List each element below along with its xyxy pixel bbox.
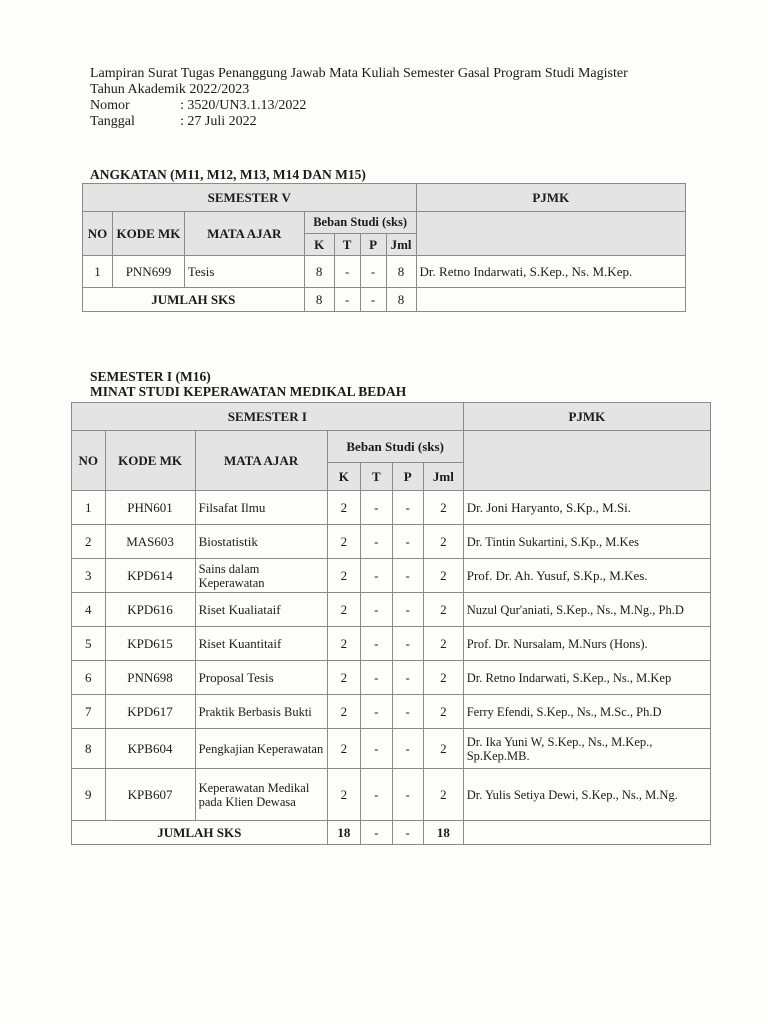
table-row	[72, 559, 711, 593]
row-t: -	[361, 695, 392, 729]
row-mata-ajar: Keperawatan Medikal pada Klien Dewasa	[195, 769, 327, 821]
row-pjmk: Dr. Tintin Sukartini, S.Kp., M.Kes	[463, 525, 710, 559]
semester-header: SEMESTER V	[83, 184, 417, 212]
table-row	[83, 256, 686, 288]
row-p: -	[392, 627, 423, 661]
pjmk-header: PJMK	[463, 403, 710, 431]
total-row	[83, 288, 686, 312]
row-jml: 2	[423, 525, 463, 559]
table-row	[72, 593, 711, 627]
row-kode: PNN698	[105, 661, 195, 695]
row-pjmk: Dr. Ika Yuni W, S.Kep., Ns., M.Kep., Sp.Kep.MB.	[463, 729, 710, 769]
row-k: 2	[327, 525, 361, 559]
header-tanggal-row	[90, 114, 628, 130]
row-mata-ajar: Filsafat Ilmu	[195, 491, 327, 525]
row-pjmk: Nuzul Qur'aniati, S.Kep., Ns., M.Ng., Ph.D	[463, 593, 710, 627]
col-kode-header: KODE MK	[105, 431, 195, 491]
section2-semester-title: SEMESTER I (M16)	[90, 369, 211, 384]
row-kode: KPD617	[105, 695, 195, 729]
row-no: 5	[72, 627, 106, 661]
row-kode: KPB604	[105, 729, 195, 769]
total-k: 18	[327, 821, 361, 845]
row-pjmk: Prof. Dr. Nursalam, M.Nurs (Hons).	[463, 627, 710, 661]
row-no: 2	[72, 525, 106, 559]
row-t: -	[361, 661, 392, 695]
table-row	[72, 769, 711, 821]
section1-title: ANGKATAN (M11, M12, M13, M14 DAN M15)	[90, 167, 366, 182]
row-no: 7	[72, 695, 106, 729]
col-jml-header: Jml	[386, 234, 416, 256]
row-jml: 2	[423, 769, 463, 821]
row-t: -	[361, 491, 392, 525]
tanggal-value: : 27 Juli 2022	[180, 114, 257, 129]
total-jml: 18	[423, 821, 463, 845]
row-t: -	[361, 769, 392, 821]
pjmk-blank-header	[416, 212, 685, 256]
section2-title	[90, 369, 406, 399]
total-t: -	[361, 821, 392, 845]
total-t: -	[334, 288, 360, 312]
row-jml: 2	[423, 695, 463, 729]
row-no: 3	[72, 559, 106, 593]
row-jml: 2	[423, 491, 463, 525]
row-p: -	[392, 729, 423, 769]
table-row	[72, 525, 711, 559]
row-mata-ajar: Tesis	[184, 256, 304, 288]
table-row	[72, 661, 711, 695]
nomor-value: : 3520/UN3.1.13/2022	[180, 98, 307, 113]
row-p: -	[360, 256, 386, 288]
row-t: -	[361, 559, 392, 593]
table-row	[72, 729, 711, 769]
row-k: 2	[327, 769, 361, 821]
row-pjmk: Dr. Yulis Setiya Dewi, S.Kep., Ns., M.Ng.	[463, 769, 710, 821]
total-p: -	[392, 821, 423, 845]
total-label: JUMLAH SKS	[72, 821, 328, 845]
pjmk-blank-header	[463, 431, 710, 491]
row-p: -	[392, 525, 423, 559]
row-t: -	[361, 627, 392, 661]
row-no: 4	[72, 593, 106, 627]
row-k: 2	[327, 695, 361, 729]
row-k: 2	[327, 729, 361, 769]
row-jml: 8	[386, 256, 416, 288]
row-mata-ajar: Proposal Tesis	[195, 661, 327, 695]
row-pjmk: Prof. Dr. Ah. Yusuf, S.Kp., M.Kes.	[463, 559, 710, 593]
row-t: -	[361, 593, 392, 627]
table-row	[72, 491, 711, 525]
row-mata-ajar: Riset Kualiataif	[195, 593, 327, 627]
row-p: -	[392, 661, 423, 695]
col-no-header: NO	[83, 212, 113, 256]
col-k-header: K	[304, 234, 334, 256]
col-k-header: K	[327, 463, 361, 491]
row-jml: 2	[423, 729, 463, 769]
semester-header: SEMESTER I	[72, 403, 464, 431]
nomor-label: Nomor	[90, 98, 130, 113]
pjmk-header: PJMK	[416, 184, 685, 212]
row-no: 8	[72, 729, 106, 769]
header-nomor-row	[90, 98, 628, 114]
row-no: 1	[72, 491, 106, 525]
total-jml: 8	[386, 288, 416, 312]
row-pjmk: Dr. Retno Indarwati, S.Kep., Ns. M.Kep.	[416, 256, 685, 288]
row-k: 2	[327, 593, 361, 627]
total-pjmk-blank	[463, 821, 710, 845]
row-mata-ajar: Riset Kuantitaif	[195, 627, 327, 661]
table-row	[72, 627, 711, 661]
row-p: -	[392, 491, 423, 525]
col-beban-header: Beban Studi (sks)	[304, 212, 416, 234]
row-jml: 2	[423, 559, 463, 593]
row-no: 1	[83, 256, 113, 288]
tanggal-label: Tanggal	[90, 114, 135, 129]
row-t: -	[361, 525, 392, 559]
row-k: 2	[327, 491, 361, 525]
row-kode: KPD614	[105, 559, 195, 593]
row-pjmk: Ferry Efendi, S.Kep., Ns., M.Sc., Ph.D	[463, 695, 710, 729]
total-k: 8	[304, 288, 334, 312]
document-header	[90, 66, 628, 130]
row-mata-ajar: Biostatistik	[195, 525, 327, 559]
row-no: 6	[72, 661, 106, 695]
table-row	[72, 695, 711, 729]
row-kode: KPB607	[105, 769, 195, 821]
row-k: 8	[304, 256, 334, 288]
total-p: -	[360, 288, 386, 312]
row-k: 2	[327, 559, 361, 593]
col-p-header: P	[360, 234, 386, 256]
total-label: JUMLAH SKS	[83, 288, 305, 312]
col-kode-header: KODE MK	[112, 212, 184, 256]
row-p: -	[392, 769, 423, 821]
row-no: 9	[72, 769, 106, 821]
row-pjmk: Dr. Retno Indarwati, S.Kep., Ns., M.Kep	[463, 661, 710, 695]
section2-minat-title: MINAT STUDI KEPERAWATAN MEDIKAL BEDAH	[90, 384, 407, 399]
col-t-header: T	[334, 234, 360, 256]
col-mata-header: MATA AJAR	[184, 212, 304, 256]
row-k: 2	[327, 627, 361, 661]
total-row	[72, 821, 711, 845]
row-jml: 2	[423, 593, 463, 627]
col-t-header: T	[361, 463, 392, 491]
col-beban-header: Beban Studi (sks)	[327, 431, 463, 463]
row-p: -	[392, 559, 423, 593]
row-jml: 2	[423, 661, 463, 695]
row-mata-ajar: Pengkajian Keperawatan	[195, 729, 327, 769]
row-k: 2	[327, 661, 361, 695]
row-t: -	[334, 256, 360, 288]
row-kode: KPD616	[105, 593, 195, 627]
row-p: -	[392, 593, 423, 627]
header-academic-year: Tahun Akademik 2022/2023	[90, 82, 250, 97]
col-jml-header: Jml	[423, 463, 463, 491]
header-title-line: Lampiran Surat Tugas Penanggung Jawab Mata Kuliah Semester Gasal Program Studi Magister	[90, 66, 628, 81]
row-kode: KPD615	[105, 627, 195, 661]
row-jml: 2	[423, 627, 463, 661]
semester-v-table	[82, 183, 686, 312]
row-mata-ajar: Sains dalam Keperawatan	[195, 559, 327, 593]
col-no-header: NO	[72, 431, 106, 491]
semester-i-table	[71, 402, 711, 845]
row-kode: MAS603	[105, 525, 195, 559]
col-mata-header: MATA AJAR	[195, 431, 327, 491]
row-t: -	[361, 729, 392, 769]
col-p-header: P	[392, 463, 423, 491]
row-kode: PNN699	[112, 256, 184, 288]
row-kode: PHN601	[105, 491, 195, 525]
row-p: -	[392, 695, 423, 729]
row-mata-ajar: Praktik Berbasis Bukti	[195, 695, 327, 729]
row-pjmk: Dr. Joni Haryanto, S.Kp., M.Si.	[463, 491, 710, 525]
total-pjmk-blank	[416, 288, 685, 312]
